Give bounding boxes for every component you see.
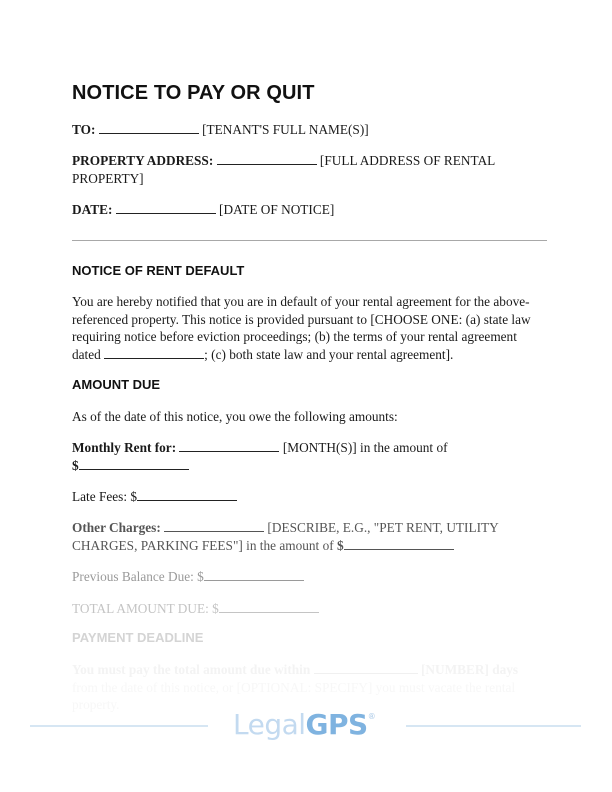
document-title: NOTICE TO PAY OR QUIT	[72, 82, 315, 104]
deadline-line2: from the date of this notice, or [OPTIONAL: SPECIFY] you must vacate the rental property.	[72, 679, 516, 712]
rent-default-paragraph	[72, 293, 552, 363]
total-amount-field	[72, 600, 542, 618]
deadline-days-blank[interactable]	[314, 662, 418, 674]
monthly-rent-currency: $	[72, 457, 79, 473]
monthly-rent-field	[72, 439, 542, 474]
paragraph-line: requiring notice before eviction proceedings; (b) the terms of your rental agreement	[72, 329, 517, 345]
previous-balance-label: Previous Balance Due: $	[72, 569, 204, 584]
property-address-note: [FULL ADDRESS OF RENTAL	[319, 153, 496, 168]
payment-deadline-paragraph	[72, 661, 552, 714]
to-label: TO:	[72, 122, 96, 137]
other-charges-currency: $	[336, 537, 344, 553]
paragraph-line: dated	[72, 346, 101, 362]
total-amount-blank[interactable]	[219, 601, 319, 613]
rent-default-heading: NOTICE OF RENT DEFAULT	[72, 263, 245, 278]
property-address-blank[interactable]	[217, 153, 317, 165]
date-note: [DATE OF NOTICE]	[219, 202, 335, 217]
late-fees-field	[72, 488, 542, 506]
amount-due-heading: AMOUNT DUE	[72, 377, 161, 392]
date-label: DATE:	[72, 202, 113, 217]
late-fees-blank[interactable]	[137, 489, 237, 501]
monthly-rent-amount-blank[interactable]	[79, 458, 189, 470]
deadline-prefix: You must pay the total amount due within	[72, 662, 311, 677]
property-address-label: PROPERTY ADDRESS:	[72, 153, 214, 168]
property-address-field	[72, 152, 542, 187]
date-field	[72, 201, 542, 219]
other-charges-note-cont: CHARGES, PARKING FEES"] in the amount of	[72, 537, 334, 553]
late-fees-label: Late Fees: $	[72, 489, 137, 504]
total-amount-label: TOTAL AMOUNT DUE: $	[72, 601, 219, 616]
monthly-rent-note: [MONTH(S)] in the amount of	[282, 440, 448, 455]
agreement-date-blank[interactable]	[104, 347, 204, 359]
payment-deadline-heading: PAYMENT DEADLINE	[72, 630, 204, 645]
previous-balance-field	[72, 568, 542, 586]
to-field	[72, 121, 542, 139]
property-address-note-cont: PROPERTY]	[72, 170, 144, 186]
monthly-rent-months-blank[interactable]	[179, 440, 279, 452]
amount-due-intro: As of the date of this notice, you owe the following amounts:	[72, 409, 398, 424]
logo-text-bold: GPS	[305, 708, 368, 741]
registered-mark-icon: ®	[367, 712, 376, 721]
logo-text-light: Legal	[233, 708, 306, 741]
paragraph-line: referenced property. This notice is provided pursuant to [CHOOSE ONE: (a) state law	[72, 311, 531, 327]
other-charges-note: [DESCRIBE, E.G., "PET RENT, UTILITY	[267, 520, 499, 535]
previous-balance-blank[interactable]	[204, 569, 304, 581]
paragraph-line: ; (c) both state law and your rental agreement].	[204, 346, 454, 362]
to-blank[interactable]	[99, 122, 199, 134]
footer-rule-right	[406, 725, 581, 727]
other-charges-label: Other Charges:	[72, 520, 161, 535]
section-divider	[72, 240, 547, 241]
paragraph-line: You are hereby notified that you are in default of your rental agreement for the above-	[72, 294, 530, 309]
other-charges-amount-blank[interactable]	[344, 538, 454, 550]
monthly-rent-label: Monthly Rent for:	[72, 440, 177, 455]
date-blank[interactable]	[116, 202, 216, 214]
to-note: [TENANT'S FULL NAME(S)]	[202, 122, 369, 137]
legalgps-logo	[233, 708, 375, 741]
other-charges-field	[72, 519, 542, 554]
footer-rule-left	[30, 725, 208, 727]
other-charges-desc-blank[interactable]	[164, 520, 264, 532]
deadline-suffix: [NUMBER] days	[420, 662, 519, 677]
